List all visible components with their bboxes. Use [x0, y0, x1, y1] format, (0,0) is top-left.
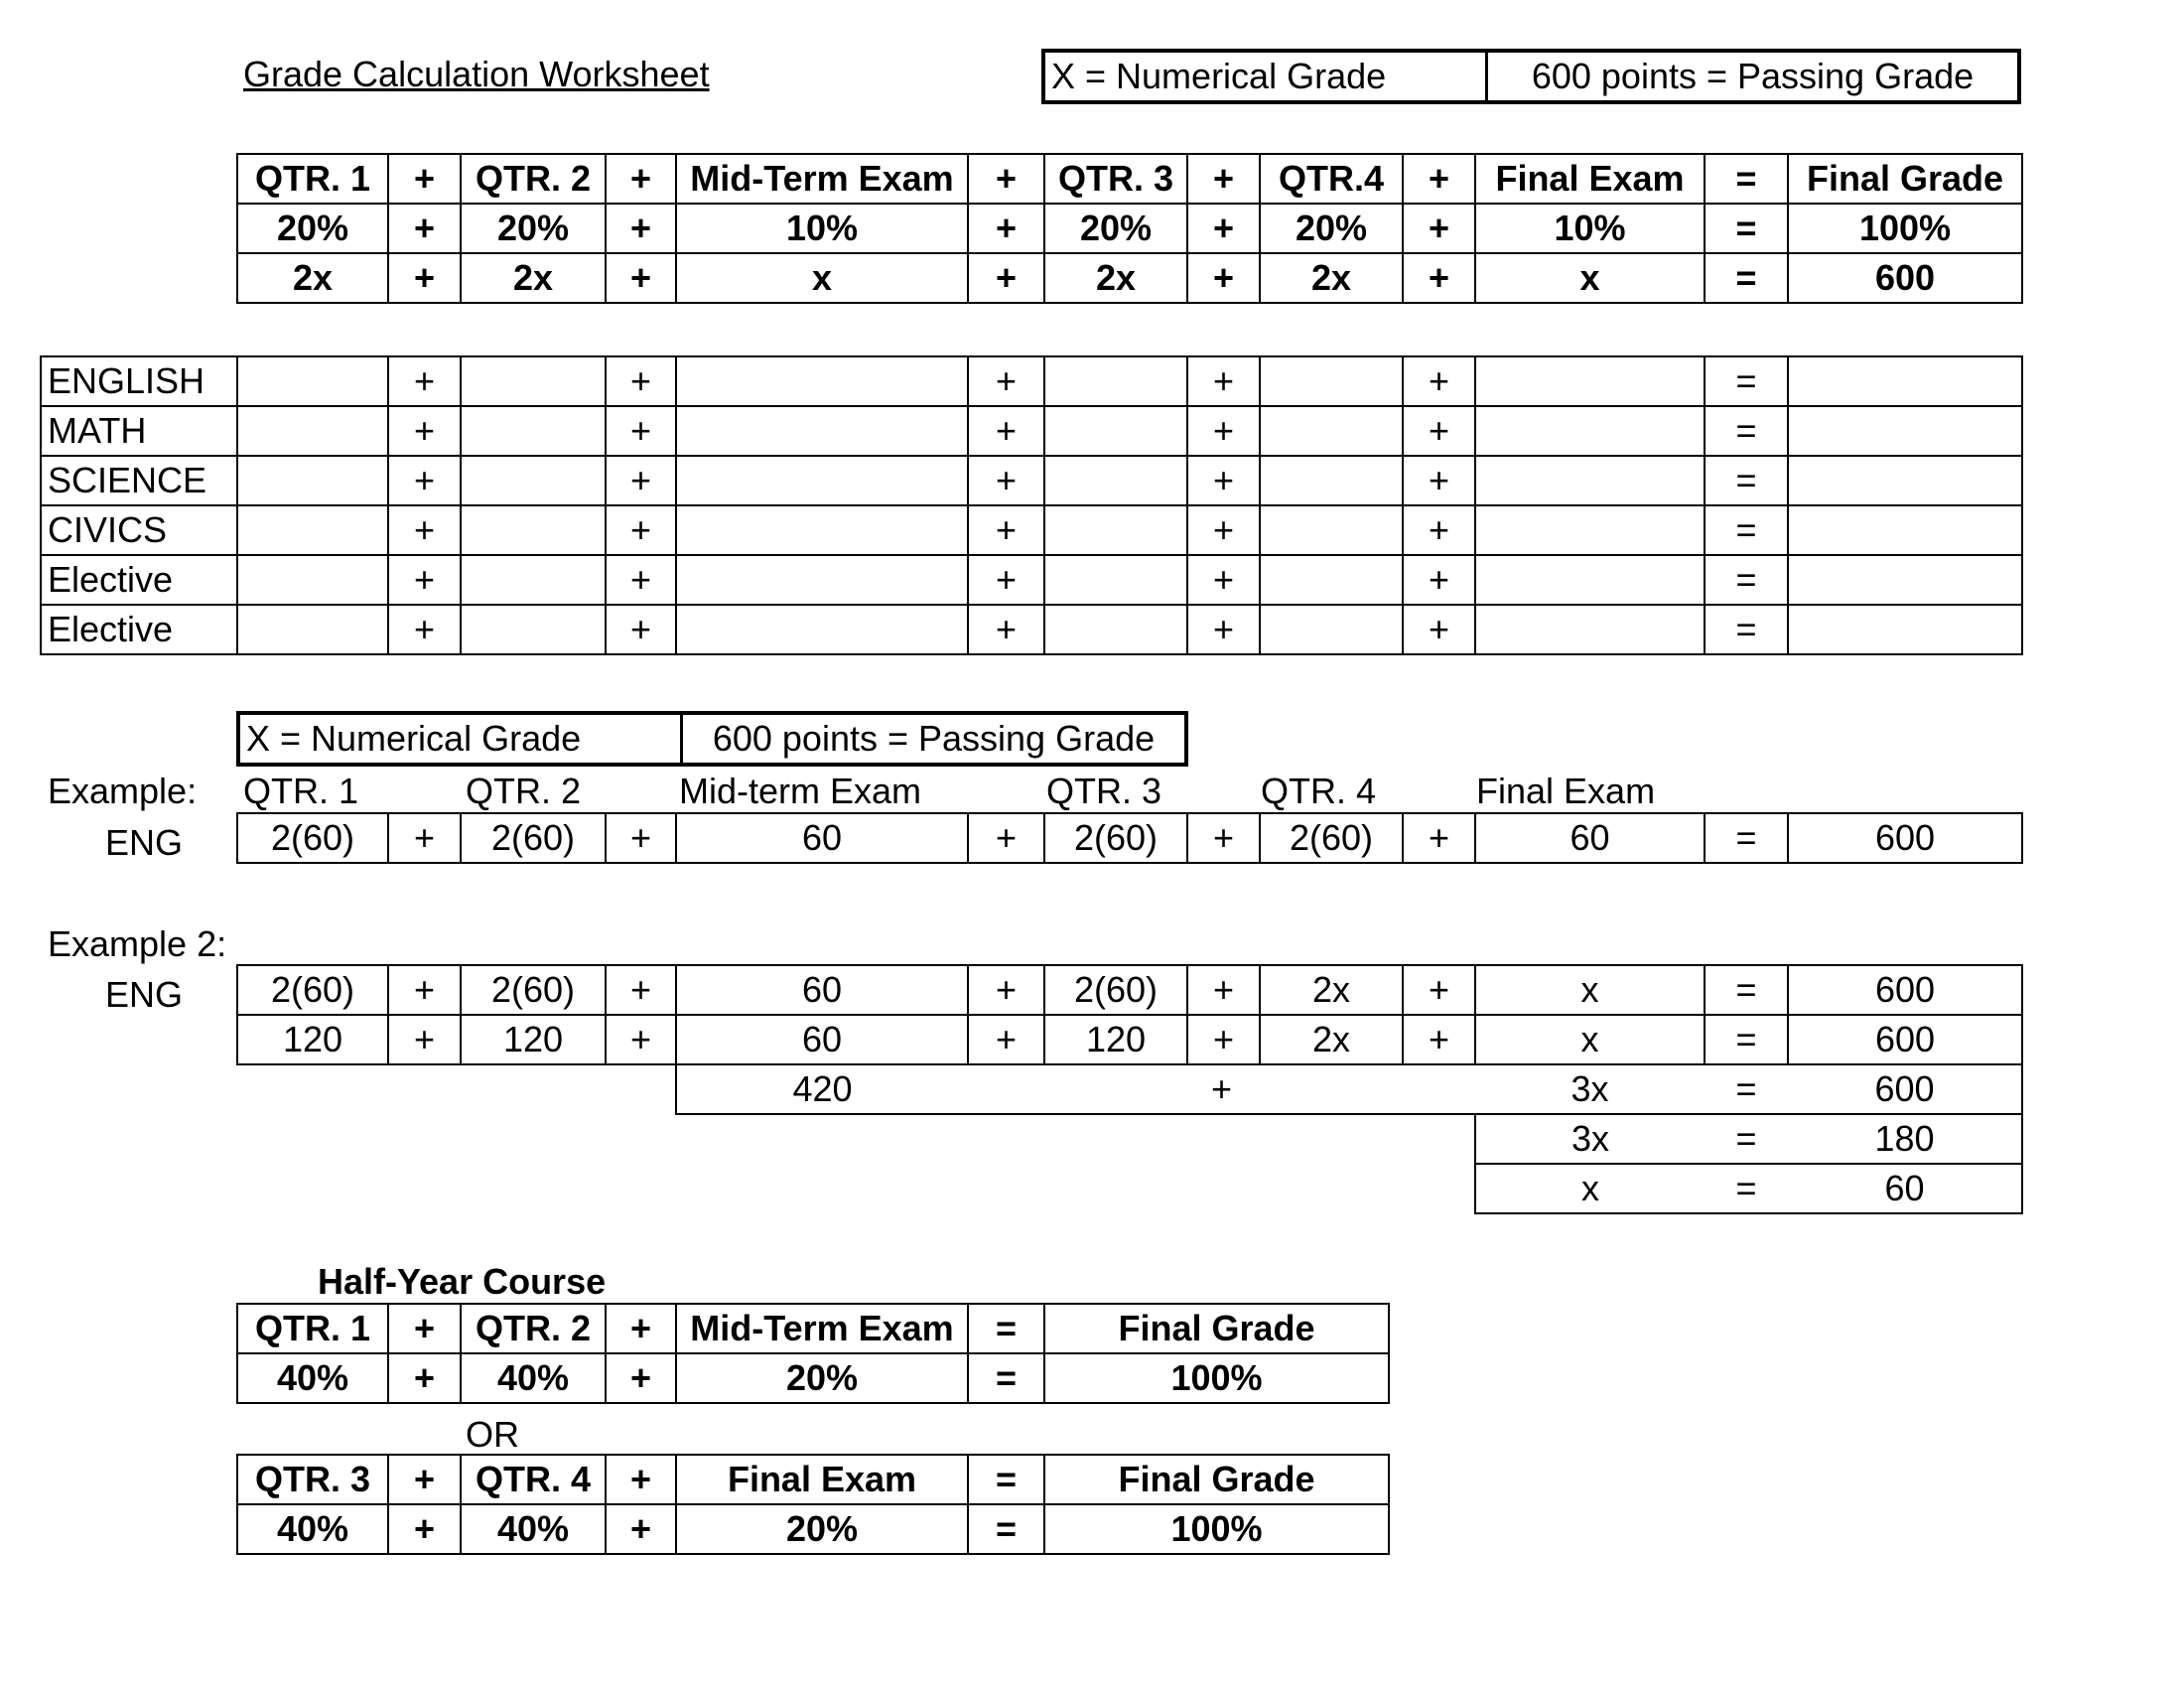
equals-sign: =	[968, 1304, 1044, 1353]
half-year-header-row	[237, 1304, 1389, 1353]
cell: 120	[237, 1015, 388, 1064]
cell: =	[1705, 1064, 1788, 1114]
plus-sign: +	[606, 1304, 676, 1353]
cell: 420	[676, 1064, 968, 1114]
cell: 600	[1788, 813, 2022, 863]
grade-cell[interactable]	[1260, 555, 1403, 605]
cell: =	[1705, 204, 1788, 253]
subject-row-elective-1	[41, 555, 2022, 605]
half-year-percent-row	[237, 1353, 1389, 1403]
cell: 40%	[461, 1353, 606, 1403]
cell: 100%	[1788, 204, 2022, 253]
plus-sign: +	[1403, 505, 1475, 555]
cell: =	[1705, 1114, 1788, 1164]
cell: 20%	[1260, 204, 1403, 253]
grade-cell[interactable]	[1044, 406, 1187, 456]
cell: 2x	[1044, 253, 1187, 303]
cell: +	[1403, 204, 1475, 253]
grade-cell[interactable]	[1475, 406, 1705, 456]
cell: +	[968, 253, 1044, 303]
final-grade-cell[interactable]	[1788, 605, 2022, 654]
cell: 60	[676, 1015, 968, 1064]
plus-sign: +	[968, 154, 1044, 204]
cell: =	[1705, 813, 1788, 863]
cell: 2(60)	[237, 965, 388, 1015]
cell: +	[1187, 1015, 1260, 1064]
cell: 2(60)	[1260, 813, 1403, 863]
header-qtr2: QTR. 2	[461, 1304, 606, 1353]
plus-sign: +	[388, 154, 461, 204]
cell: 2x	[1260, 253, 1403, 303]
grade-cell[interactable]	[676, 505, 968, 555]
grade-cell[interactable]	[461, 356, 606, 406]
example-header-qtr4: QTR. 4	[1261, 771, 1377, 811]
example1-row	[237, 813, 2022, 863]
grade-cell[interactable]	[1475, 356, 1705, 406]
grade-cell[interactable]	[1260, 505, 1403, 555]
header-final-exam: Final Exam	[1475, 154, 1705, 204]
cell: =	[968, 1504, 1044, 1554]
plus-sign: +	[606, 505, 676, 555]
grade-cell[interactable]	[1044, 356, 1187, 406]
equals-sign: =	[968, 1455, 1044, 1504]
equals-sign: =	[1705, 406, 1788, 456]
cell: 2x	[1260, 1015, 1403, 1064]
example2-row-4	[237, 1114, 2022, 1164]
plus-sign: +	[606, 406, 676, 456]
subject-row-english	[41, 356, 2022, 406]
header-midterm: Mid-Term Exam	[676, 154, 968, 204]
blank-area	[237, 1114, 1475, 1164]
subject-row-civics	[41, 505, 2022, 555]
grade-cell[interactable]	[461, 555, 606, 605]
subject-row-science	[41, 456, 2022, 505]
grade-cell[interactable]	[237, 406, 388, 456]
cell: +	[606, 1504, 676, 1554]
grade-cell[interactable]	[1044, 555, 1187, 605]
grade-cell[interactable]	[1260, 605, 1403, 654]
equals-sign: =	[1705, 154, 1788, 204]
cell: x	[1475, 1164, 1705, 1213]
header-qtr4: QTR. 4	[461, 1455, 606, 1504]
plus-sign: +	[388, 605, 461, 654]
grade-cell[interactable]	[1475, 456, 1705, 505]
plus-sign: +	[1403, 154, 1475, 204]
grade-cell[interactable]	[237, 505, 388, 555]
cell: 600	[1788, 1064, 2022, 1114]
cell: 60	[1788, 1164, 2022, 1213]
grade-cell[interactable]	[237, 605, 388, 654]
cell: +	[388, 253, 461, 303]
or-text: OR	[466, 1414, 519, 1455]
cell: +	[968, 813, 1044, 863]
cell: x	[1475, 965, 1705, 1015]
plus-sign: +	[388, 1455, 461, 1504]
cell: +	[1403, 965, 1475, 1015]
cell: 20%	[1044, 204, 1187, 253]
example1-table	[236, 812, 2023, 864]
header-qtr1: QTR. 1	[237, 1304, 388, 1353]
plus-sign: +	[606, 154, 676, 204]
half-year-table-1	[236, 1303, 1390, 1404]
header-final-grade: Final Grade	[1788, 154, 2022, 204]
subject-label: Elective	[41, 555, 237, 605]
cell: 2x	[1260, 965, 1403, 1015]
example-legend-box	[236, 711, 1188, 767]
plus-sign: +	[388, 1304, 461, 1353]
subject-label: MATH	[41, 406, 237, 456]
cell: +	[1187, 253, 1260, 303]
header-qtr2: QTR. 2	[461, 154, 606, 204]
formula-multiplier-row	[237, 253, 2022, 303]
half-year-table-2	[236, 1454, 1390, 1555]
legend-passing-grade: 600 points = Passing Grade	[712, 718, 1156, 759]
grade-cell[interactable]	[461, 406, 606, 456]
legend-box	[1041, 49, 2021, 104]
example2-row-3	[237, 1064, 2022, 1114]
cell: 3x	[1475, 1114, 1705, 1164]
plus-sign: +	[1403, 456, 1475, 505]
cell: 600	[1788, 1015, 2022, 1064]
plus-sign: +	[606, 605, 676, 654]
cell: 100%	[1044, 1504, 1389, 1554]
example-header-final-exam: Final Exam	[1476, 771, 1656, 811]
plus-sign: +	[1403, 555, 1475, 605]
half-year-heading: Half-Year Course	[318, 1261, 607, 1302]
grade-cell[interactable]	[1260, 456, 1403, 505]
example2-label: Example 2:	[48, 923, 227, 964]
example2-row-5	[237, 1164, 2022, 1213]
plus-sign: +	[1187, 555, 1260, 605]
plus-sign: +	[1187, 406, 1260, 456]
final-grade-cell[interactable]	[1788, 555, 2022, 605]
final-grade-cell[interactable]	[1788, 406, 2022, 456]
cell: 2(60)	[237, 813, 388, 863]
grade-cell[interactable]	[676, 406, 968, 456]
subject-row-math	[41, 406, 2022, 456]
cell: =	[968, 1353, 1044, 1403]
final-grade-cell[interactable]	[1788, 456, 2022, 505]
subject-label: SCIENCE	[41, 456, 237, 505]
grade-cell[interactable]	[1044, 505, 1187, 555]
plus-sign: +	[606, 1455, 676, 1504]
cell: 2x	[461, 253, 606, 303]
plus-sign: +	[1403, 406, 1475, 456]
cell: +	[968, 965, 1044, 1015]
example2-table	[236, 964, 2023, 1214]
example-label: Example:	[48, 771, 198, 811]
subject-label: Elective	[41, 605, 237, 654]
plus-sign: +	[606, 555, 676, 605]
example2-row-2	[237, 1015, 2022, 1064]
grade-cell[interactable]	[237, 356, 388, 406]
legend-passing-grade: 600 points = Passing Grade	[1531, 56, 1975, 96]
cell: =	[1705, 965, 1788, 1015]
plus-sign: +	[1403, 605, 1475, 654]
cell: 20%	[461, 204, 606, 253]
cell: 20%	[237, 204, 388, 253]
equals-sign: =	[1705, 356, 1788, 406]
cell: =	[1705, 1015, 1788, 1064]
half-year-percent-row	[237, 1504, 1389, 1554]
subjects-table	[40, 355, 2023, 655]
plus-sign: +	[606, 356, 676, 406]
grade-cell[interactable]	[1475, 605, 1705, 654]
example2-row-label: ENG	[105, 974, 184, 1015]
plus-sign: +	[1187, 154, 1260, 204]
legend-numerical-grade: X = Numerical Grade	[1045, 53, 1488, 100]
legend-numerical-grade: X = Numerical Grade	[240, 715, 683, 763]
grade-cell[interactable]	[461, 456, 606, 505]
cell: +	[1187, 813, 1260, 863]
grade-cell[interactable]	[676, 555, 968, 605]
cell: 2x	[237, 253, 388, 303]
subject-label: CIVICS	[41, 505, 237, 555]
cell: +	[606, 204, 676, 253]
plus-sign: +	[388, 406, 461, 456]
half-year-header-row	[237, 1455, 1389, 1504]
final-grade-cell[interactable]	[1788, 505, 2022, 555]
grade-cell[interactable]	[461, 505, 606, 555]
plus-sign: +	[968, 555, 1044, 605]
cell: 60	[1475, 813, 1705, 863]
plus-sign: +	[388, 456, 461, 505]
cell: +	[1403, 1015, 1475, 1064]
cell: 2(60)	[461, 965, 606, 1015]
header-qtr3: QTR. 3	[237, 1455, 388, 1504]
cell: 120	[461, 1015, 606, 1064]
formula-table	[236, 153, 2023, 304]
header-qtr3: QTR. 3	[1044, 154, 1187, 204]
grade-cell[interactable]	[1260, 356, 1403, 406]
cell: 40%	[237, 1353, 388, 1403]
grade-cell[interactable]	[1044, 456, 1187, 505]
cell: 100%	[1044, 1353, 1389, 1403]
plus-sign: +	[968, 505, 1044, 555]
equals-sign: =	[1705, 555, 1788, 605]
example-header-midterm: Mid-term Exam	[679, 771, 922, 811]
cell: 600	[1788, 965, 2022, 1015]
example-header-qtr3: QTR. 3	[1046, 771, 1162, 811]
plus-sign: +	[968, 356, 1044, 406]
cell: 2(60)	[1044, 813, 1187, 863]
plus-sign: +	[388, 555, 461, 605]
cell: +	[388, 204, 461, 253]
plus-sign: +	[1187, 456, 1260, 505]
plus-sign: +	[968, 406, 1044, 456]
cell: 600	[1788, 253, 2022, 303]
subject-label: ENGLISH	[41, 356, 237, 406]
cell: +	[968, 1015, 1044, 1064]
grade-cell[interactable]	[461, 605, 606, 654]
header-qtr1: QTR. 1	[237, 154, 388, 204]
cell: +	[606, 1015, 676, 1064]
equals-sign: =	[1705, 505, 1788, 555]
cell: +	[388, 965, 461, 1015]
cell: 20%	[676, 1353, 968, 1403]
grade-cell[interactable]	[237, 555, 388, 605]
cell: +	[1403, 253, 1475, 303]
grade-cell[interactable]	[1475, 555, 1705, 605]
cell: 40%	[237, 1504, 388, 1554]
cell: +	[388, 1015, 461, 1064]
plus-sign: +	[1187, 605, 1260, 654]
plus-sign: +	[388, 505, 461, 555]
formula-header-row	[237, 154, 2022, 204]
example-header-qtr2: QTR. 2	[466, 771, 582, 811]
cell: +	[1187, 204, 1260, 253]
plus-sign: +	[388, 356, 461, 406]
cell: x	[1475, 1015, 1705, 1064]
plus-sign: +	[1187, 505, 1260, 555]
plus-sign: +	[968, 605, 1044, 654]
cell: +	[606, 965, 676, 1015]
grade-cell[interactable]	[1260, 406, 1403, 456]
cell: +	[388, 1504, 461, 1554]
cell: 10%	[1475, 204, 1705, 253]
header-final-grade: Final Grade	[1044, 1304, 1389, 1353]
cell: =	[1705, 253, 1788, 303]
plus-sign: +	[968, 456, 1044, 505]
header-final-grade: Final Grade	[1044, 1455, 1389, 1504]
header-final-exam: Final Exam	[676, 1455, 968, 1504]
cell: 10%	[676, 204, 968, 253]
plus-sign: +	[1403, 356, 1475, 406]
cell: +	[968, 1064, 1475, 1114]
grade-cell[interactable]	[676, 356, 968, 406]
grade-cell[interactable]	[1475, 505, 1705, 555]
equals-sign: =	[1705, 456, 1788, 505]
plus-sign: +	[1187, 356, 1260, 406]
cell: 180	[1788, 1114, 2022, 1164]
cell: +	[968, 204, 1044, 253]
example-row-label: ENG	[105, 822, 184, 863]
cell: +	[606, 813, 676, 863]
cell: 120	[1044, 1015, 1187, 1064]
cell: 60	[676, 813, 968, 863]
cell: 2(60)	[1044, 965, 1187, 1015]
cell: 3x	[1475, 1064, 1705, 1114]
grade-cell[interactable]	[676, 605, 968, 654]
cell: +	[1187, 965, 1260, 1015]
cell: +	[1403, 813, 1475, 863]
grade-cell[interactable]	[676, 456, 968, 505]
header-qtr4: QTR.4	[1260, 154, 1403, 204]
plus-sign: +	[606, 456, 676, 505]
cell: 60	[676, 965, 968, 1015]
blank-area	[237, 1064, 676, 1114]
example-header-qtr1: QTR. 1	[243, 771, 359, 811]
equals-sign: =	[1705, 605, 1788, 654]
cell: x	[1475, 253, 1705, 303]
cell: 2(60)	[461, 813, 606, 863]
grade-cell[interactable]	[1044, 605, 1187, 654]
example2-row-1	[237, 965, 2022, 1015]
final-grade-cell[interactable]	[1788, 356, 2022, 406]
cell: +	[388, 813, 461, 863]
cell: =	[1705, 1164, 1788, 1213]
cell: 40%	[461, 1504, 606, 1554]
cell: x	[676, 253, 968, 303]
header-midterm: Mid-Term Exam	[676, 1304, 968, 1353]
page-title: Grade Calculation Worksheet	[243, 54, 710, 94]
formula-percent-row	[237, 204, 2022, 253]
cell: 20%	[676, 1504, 968, 1554]
blank-area	[237, 1164, 1475, 1213]
subject-row-elective-2	[41, 605, 2022, 654]
grade-cell[interactable]	[237, 456, 388, 505]
cell: +	[388, 1353, 461, 1403]
cell: +	[606, 1353, 676, 1403]
cell: +	[606, 253, 676, 303]
